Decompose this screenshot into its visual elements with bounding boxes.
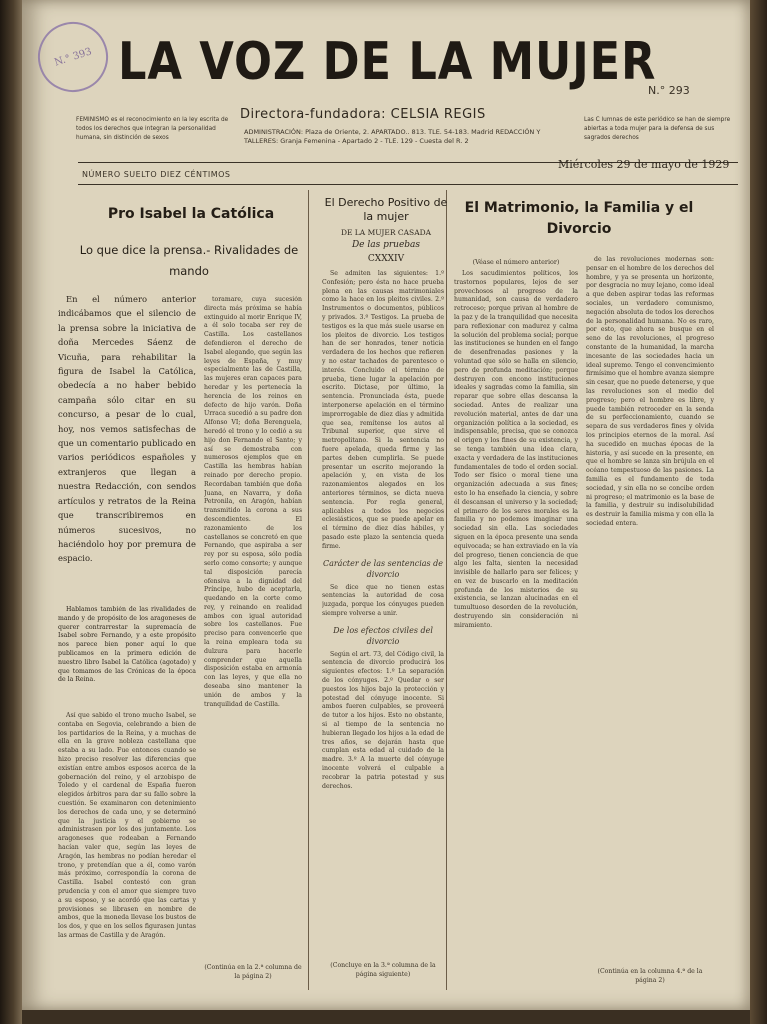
administration-address: ADMINISTRACIÓN: Plaza de Oriente, 2. APARTADO.. 813. TLE. 54-183. Madrid REDACCIÓN Y TALLERES: Granja Femenina - Apartado 2 - TLE. 129 - Cuesta del R. 2 bbox=[244, 128, 541, 145]
newspaper-page bbox=[22, 0, 750, 1010]
section-subheading: De los efectos civiles del divorcio bbox=[333, 625, 433, 646]
section-label: DE LA MUJER CASADA bbox=[340, 228, 432, 237]
continuation-note: (Continúa en la 2.ª columna de la página 2) bbox=[204, 964, 302, 980]
book-binding bbox=[0, 0, 22, 1024]
masthead-title: LA VOZ DE LA MUJER bbox=[118, 32, 657, 92]
library-stamp bbox=[29, 13, 117, 101]
article-paragraph: toramare, cuya sucesión directa más próxima se había extinguido al morir Enrique IV, a él solo tocaba ser rey de Castilla. Los castellanos defendieron el derecho de Isabel alegando, que según las leyes de España, y muy especialmente las de Castilla, las mujeres eran capaces para heredar y les pertenecía la herencia de los reinos en defecto de hijo varón. Doña Urraca sucedió a su padre don Alfonso VI; doña Berenguela, heredó el trono y lo cedió a su hijo don Fernando el Santo; y así se demostraba con numerosos ejemplos que en Castilla las hembras habían reinado por derecho propio. Recordaban también que doña Juana, en Navarra, y doña Petronila, en Aragón, habían transmitido la corona a sus descendientes. El razonamiento de los castellanos se concretó en que Fernando, que aspiraba a ser rey por su esposa, sólo podía serlo como consorte; y aunque tal disposición parecía ofensiva a la dignidad del Príncipe, hubo de aceptarla, quedando en la corte como rey, y reinando en realidad ambos con igual autoridad sobre los castellanos. Fue preciso para convencerle que la reina empleara toda su dulzura para hacerle comprender que aquella disposición estaba en armonía con las leyes, y que ella no deseaba sino mantener la unión de ambos y la tranquilidad de Castilla. bbox=[204, 296, 302, 708]
section-subtitle: De las pruebas bbox=[351, 240, 421, 250]
previous-issue-note: (Véase el número anterior) bbox=[472, 258, 560, 266]
article-paragraph: Según el art. 73, del Código civil, la sentencia de divorcio producirá los siguientes efectos: 1.º La separación de los cónyuges. 2.º Quedar o ser puestos los hijos bajo la protección y potestad del cónyuge inocente. Si ambos fueren culpables, se proveerá de tutor a los hijos. Esto no obstante, si al tiempo de la sentencia no hubieran llegado los hijos a la edad de tres años, se dejarán hasta que cumplan esta edad al cuidado de la madre. 3.º A la muerte del cónyuge inocente volverá el culpable a recobrar la patria potestad y sus derechos. bbox=[322, 650, 444, 790]
columns-note: Las C lumnas de este periódico se han de siempre abiertas a toda mujer para la defensa de sus sagrados derechos bbox=[584, 117, 731, 141]
column-divider-2 bbox=[446, 190, 447, 990]
feminism-definition: FEMINISMO es el reconocimiento en la ley escrita de todos los derechos que integran la personalidad humana, sin distinción de sexos bbox=[76, 117, 229, 141]
article-column bbox=[58, 606, 196, 706]
article-column bbox=[454, 270, 578, 1006]
article-headline: Pro Isabel la Católica bbox=[107, 206, 275, 222]
article-paragraph: de las revoluciones modernas son: pensar en el hombre de los derechos del hombre, y ya se presenta un horizonte, por desgracia no muy lejano, como ideal a que deben aspirar todas las reformas sociales, un verdadero comunismo, negación absoluta de todos los derechos de la personalidad humana. No es raro, por esto, que ahora se busque en el seno de las revoluciones, el progreso constante de la humanidad, la marcha incesante de las sociedades hacia un ideal supremo. Tengo el convencimiento firmísimo que el hombre avanza siempre sin cesar, que no puede detenerse, y que las revoluciones son el medio del progreso; pero el hombre es libre, y puede también retroceder en la senda de su perfeccionamiento, cuando se separa de sus verdaderos fines y olvida los principios eternos de la moral. Así ha sucedido en muchas épocas de la historia, y así sucede en la presente, en que el hombre se lanza sin brújula en el océano tempestuoso de las pasiones. La familia es el fundamento de toda sociedad, y sin ella no se concibe orden ni progreso; el matrimonio es la base de la familia, y destruir su indisolubilidad es destruir la familia misma y con ella la sociedad entera. bbox=[586, 256, 714, 527]
continuation-note: (Concluye en la 3.ª columna de la página siguiente) bbox=[330, 962, 436, 978]
article-paragraph: Los sacudimientos políticos, los trastornos populares, lejos de ser provechosos al progreso de la humanidad, son causa de verdadero retroceso; porque privan al hombre de la paz y de la tranquilidad que necesita para reflexionar con madurez y calma la solución del problema social; porque las instituciones se hunden en el fango de desenfrenadas pasiones y la voluntad que sólo se halla en silencio, pero de profunda meditación; porque destruyen con encono instituciones ideales y sagradas como la familia, sin reparar que sobre ellas descansa la sociedad. Antes de realizar una revolución material, antes de dar una organización política a la sociedad, es indispensable, precisa, que se conozca el origen y los fines de su existencia, y se tenga también una idea clara, exacta y verdadera de las instituciones fundamentales de todo el orden social. Todo ser físico o moral tiene una organización adecuada a sus fines; esto lo ha enseñado la ciencia, y sobre él descansan el universo y la sociedad; el primero de los seres morales es la familia y no podemos imaginar una sociedad sin ella. Las sociedades siguen en la época presente una senda equivocada; se han extraviado en la vía del progreso, tienen conciencia de que algo les falta, sienten la necesidad invisible de hallarlo para ser felices; y en vez de buscarlo en la meditación profunda de los misterios de su existencia, se lanzan alucinadas en el tumultuoso desorden de la revolución, destruyendo sin consideración ni miramiento. bbox=[454, 270, 578, 629]
article-paragraph: Se admiten las siguientes: 1.º Confesión; pero ésta no hace prueba plena en las causas matrimoniales como la hace en los pleitos civiles. 2.º Instrumentos o documentos, públicos y privados. 3.º Testigos. La prueba de testigos es la que más suele usarse en los pleitos de divorcio. Los testigos han de ser honrados, tener noticia verdadera de los hechos que refieren y no estar tachados de parentesco o interés. Concluido el término de prueba, tiene lugar la apelación por escrito. Dictase, por último, la sentencia. Pronunciada ésta, puede interponerse apelación en el término improrrogable de diez días y admitida que sea, remítense los autos al Tribunal superior, que sirve el metropolitano. Si la sentencia no fuere apelada, queda firme y las partes deben cumplirla. Se puede presentar un escrito mejorando la apelación y, en vista de los razonamientos alegados en los anteriores términos, se dicta nueva sentencia. Por regla general, aplicables a todos los negocios eclesiásticos, que se puede apelar en el término de diez días hábiles, y pasado este plazo la sentencia queda firme. bbox=[322, 270, 444, 550]
issue-number: N.° 293 bbox=[648, 84, 690, 97]
section-subheading: Carácter de las sentencias de divorcio bbox=[322, 558, 444, 579]
continuation-note: (Continúa en la columna 4.ª de la página 2) bbox=[597, 968, 703, 984]
article-lead: En el número anterior indicábamos que el silencio de la prensa sobre la iniciativa de doña Mercedes Sáenz de Vicuña, para rehabilitar la figura de Isabel la Católica, obedecía a no haber bebido campaña sólo citar en su concurso, a pesar de lo cual, hoy, nos vemos satisfechas de que un comentario publicado en varios periódicos españoles y extranjeros que llegan a nuestra Redacción, con sendos artículos y retratos de la Reina que transcribiremos en números sucesivos, no haciéndolo hoy por premura de espacio. bbox=[58, 294, 196, 564]
issue-date: Miércoles 29 de mayo de 1929 bbox=[558, 158, 730, 171]
article-paragraph: Se dice que no tienen estas sentencias la autoridad de cosa juzgada, porque los cónyuges pueden siempre volverse a unir. bbox=[322, 583, 444, 617]
article-headline: El Derecho Positivo de la mujer bbox=[324, 196, 448, 223]
article-column bbox=[204, 296, 302, 960]
article-subheadline: Lo que dice la prensa.- Rivalidades de mando bbox=[79, 243, 299, 278]
chapter-number: CXXXIV bbox=[367, 254, 405, 264]
article-column bbox=[586, 256, 714, 966]
column-divider-1 bbox=[308, 190, 309, 990]
header-rule-bottom bbox=[78, 184, 738, 185]
article-headline: El Matrimonio, la Familia y el Divorcio bbox=[464, 200, 694, 237]
article-column bbox=[58, 292, 196, 592]
directora-line: Directora-fundadora: CELSIA REGIS bbox=[240, 107, 486, 122]
article-column bbox=[58, 712, 196, 1010]
article-paragraph: Así que sabido el trono mucho Isabel, se contaba en Segovia, celebrando a bien de los partidarios de la Reina, y a muchas de ella en la grave nobleza castellana que estaba a su lado. Fue entonces cuando se hizo preciso resolver las diferencias que existían entre ambos esposos acerca de la gobernación del reino, y el arzobispo de Toledo y el cardenal de España fueron elegidos árbitros para dar su fallo sobre la cuestión. Se examinaron con detenimiento los derechos de cada uno, y se determinó que la justicia y el gobierno se administrasen por los dos juntamente. Los aragoneses que rodeaban a Fernando hacían valer que, según las leyes de Aragón, las hembras no podían heredar el trono, y pretendían que a él, como varón más próximo, correspondía la corona de Castilla. Isabel contestó con gran prudencia y con el amor que siempre tuvo a su esposo, y se acordó que las cartas y provisiones se librasen en nombre de ambos, que la moneda llevase los bustos de los dos, y que en los sellos figurasen juntas las armas de Castilla y de Aragón. bbox=[58, 712, 196, 939]
stamp-text: N.° 393 bbox=[52, 45, 94, 69]
page-edge-shadow bbox=[750, 0, 767, 1024]
article-column bbox=[322, 270, 444, 960]
article-lead-2: Hablamos también de las rivalidades de mando y de propósito de los aragoneses de querer contrarrestar la supremacía de Isabel sobre Fernando, y a este propósito nos parece bien poner aquí lo que publicamos en la primera edición de nuestro libro Isabel la Católica (agotado) y que tomamos de las Crónicas de la época de la Reina. bbox=[58, 606, 196, 684]
issue-price: NÚMERO SUELTO DIEZ CÉNTIMOS bbox=[82, 170, 231, 179]
